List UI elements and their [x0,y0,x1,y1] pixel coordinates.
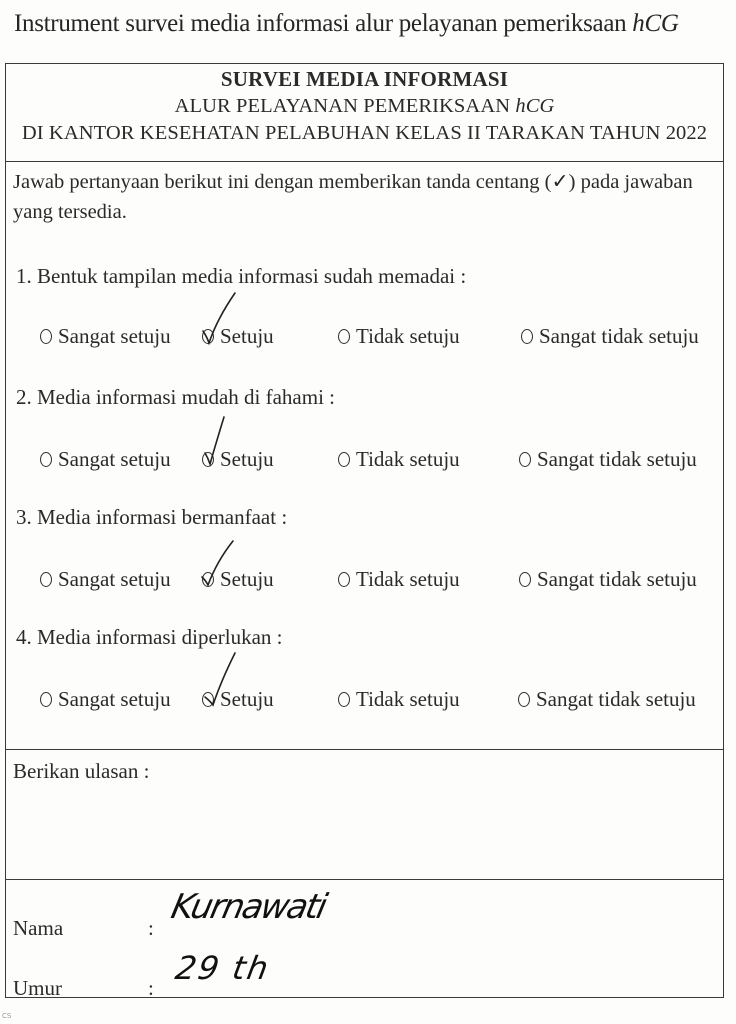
radio-circle[interactable] [519,572,531,587]
survey-title-block [6,64,723,162]
option-label: Setuju [220,687,274,711]
review-label: Berikan ulasan : [13,759,150,783]
page-heading-italic: hCG [632,10,679,37]
option-label: Setuju [220,567,274,591]
question-1: 1. Bentuk tampilan media informasi sudah memadai : [16,264,467,288]
survey-subtitle-text: ALUR PELAYANAN PEMERIKSAAN [174,95,516,117]
name-colon: : [148,916,154,940]
radio-circle[interactable] [521,329,533,344]
survey-title: SURVEI MEDIA INFORMASI [220,67,509,91]
option-sangat-setuju[interactable] [40,567,171,592]
option-label: Sangat tidak setuju [537,567,697,591]
review-section [6,749,723,880]
age-colon: : [148,976,154,1000]
option-label: Tidak setuju [356,687,460,711]
question-4: 4. Media informasi diperlukan : [16,625,283,649]
question-1-options [6,324,725,354]
option-label: Tidak setuju [356,447,460,471]
question-4-options [6,687,725,717]
option-tidak-setuju[interactable] [338,447,460,472]
radio-circle[interactable] [40,692,52,707]
radio-circle[interactable] [338,572,350,587]
option-label: Setuju [220,324,274,348]
questions-section [6,161,723,750]
review-input-area[interactable] [13,789,716,873]
survey-subtitle-italic: hCG [515,95,555,117]
option-tidak-setuju[interactable] [338,687,460,712]
survey-location: DI KANTOR KESEHATAN PELABUHAN KELAS II TARAKAN TAHUN 2022 [21,122,708,144]
question-3: 3. Media informasi bermanfaat : [16,505,288,529]
radio-circle[interactable] [338,452,350,467]
radio-circle[interactable] [338,692,350,707]
question-2: 2. Media informasi mudah di fahami : [16,385,336,409]
option-label: Tidak setuju [356,324,460,348]
question-3-options [6,567,725,597]
question-2-options [6,447,725,477]
age-handwritten-value[interactable]: 29 th [172,949,274,987]
option-sangat-setuju[interactable] [40,447,171,472]
option-label: Sangat tidak setuju [539,324,699,348]
radio-circle[interactable] [519,452,531,467]
option-sangat-setuju[interactable] [40,687,171,712]
radio-circle[interactable] [40,452,52,467]
option-tidak-setuju[interactable] [338,567,460,592]
radio-circle[interactable] [40,572,52,587]
checkmark-icon [197,651,241,711]
option-label: Sangat setuju [58,324,171,348]
page-heading-text: Instrument survei media informasi alur pelayanan pemeriksaan [14,10,633,37]
identity-section [6,879,723,999]
radio-circle[interactable] [338,329,350,344]
option-label: Sangat tidak setuju [537,447,697,471]
option-label: Tidak setuju [356,567,460,591]
radio-circle[interactable] [40,329,52,344]
name-label: Nama [13,916,64,940]
option-sangat-tidak-setuju[interactable] [519,567,697,592]
option-label: Setuju [220,447,274,471]
option-sangat-tidak-setuju[interactable] [518,687,696,712]
option-sangat-tidak-setuju[interactable] [519,447,697,472]
checkmark-icon [193,535,237,595]
scanner-watermark: CS [2,1012,12,1020]
survey-subtitle [6,93,723,120]
option-tidak-setuju[interactable] [338,324,460,349]
option-label: Sangat setuju [58,447,171,471]
option-sangat-tidak-setuju[interactable] [521,324,699,349]
checkmark-icon [195,291,239,351]
survey-form [5,63,724,998]
checkmark-icon [196,413,240,473]
option-label: Sangat setuju [58,687,171,711]
page-heading [14,10,724,38]
instruction-text: Jawab pertanyaan berikut ini dengan memberikan tanda centang (✓) pada jawaban yang tersedia. [13,171,693,223]
age-label: Umur [13,976,62,1000]
name-handwritten-value[interactable]: Kurnawati [167,887,329,927]
option-sangat-setuju[interactable] [40,324,171,349]
option-label: Sangat setuju [58,567,171,591]
radio-circle[interactable] [518,692,530,707]
option-label: Sangat tidak setuju [536,687,696,711]
